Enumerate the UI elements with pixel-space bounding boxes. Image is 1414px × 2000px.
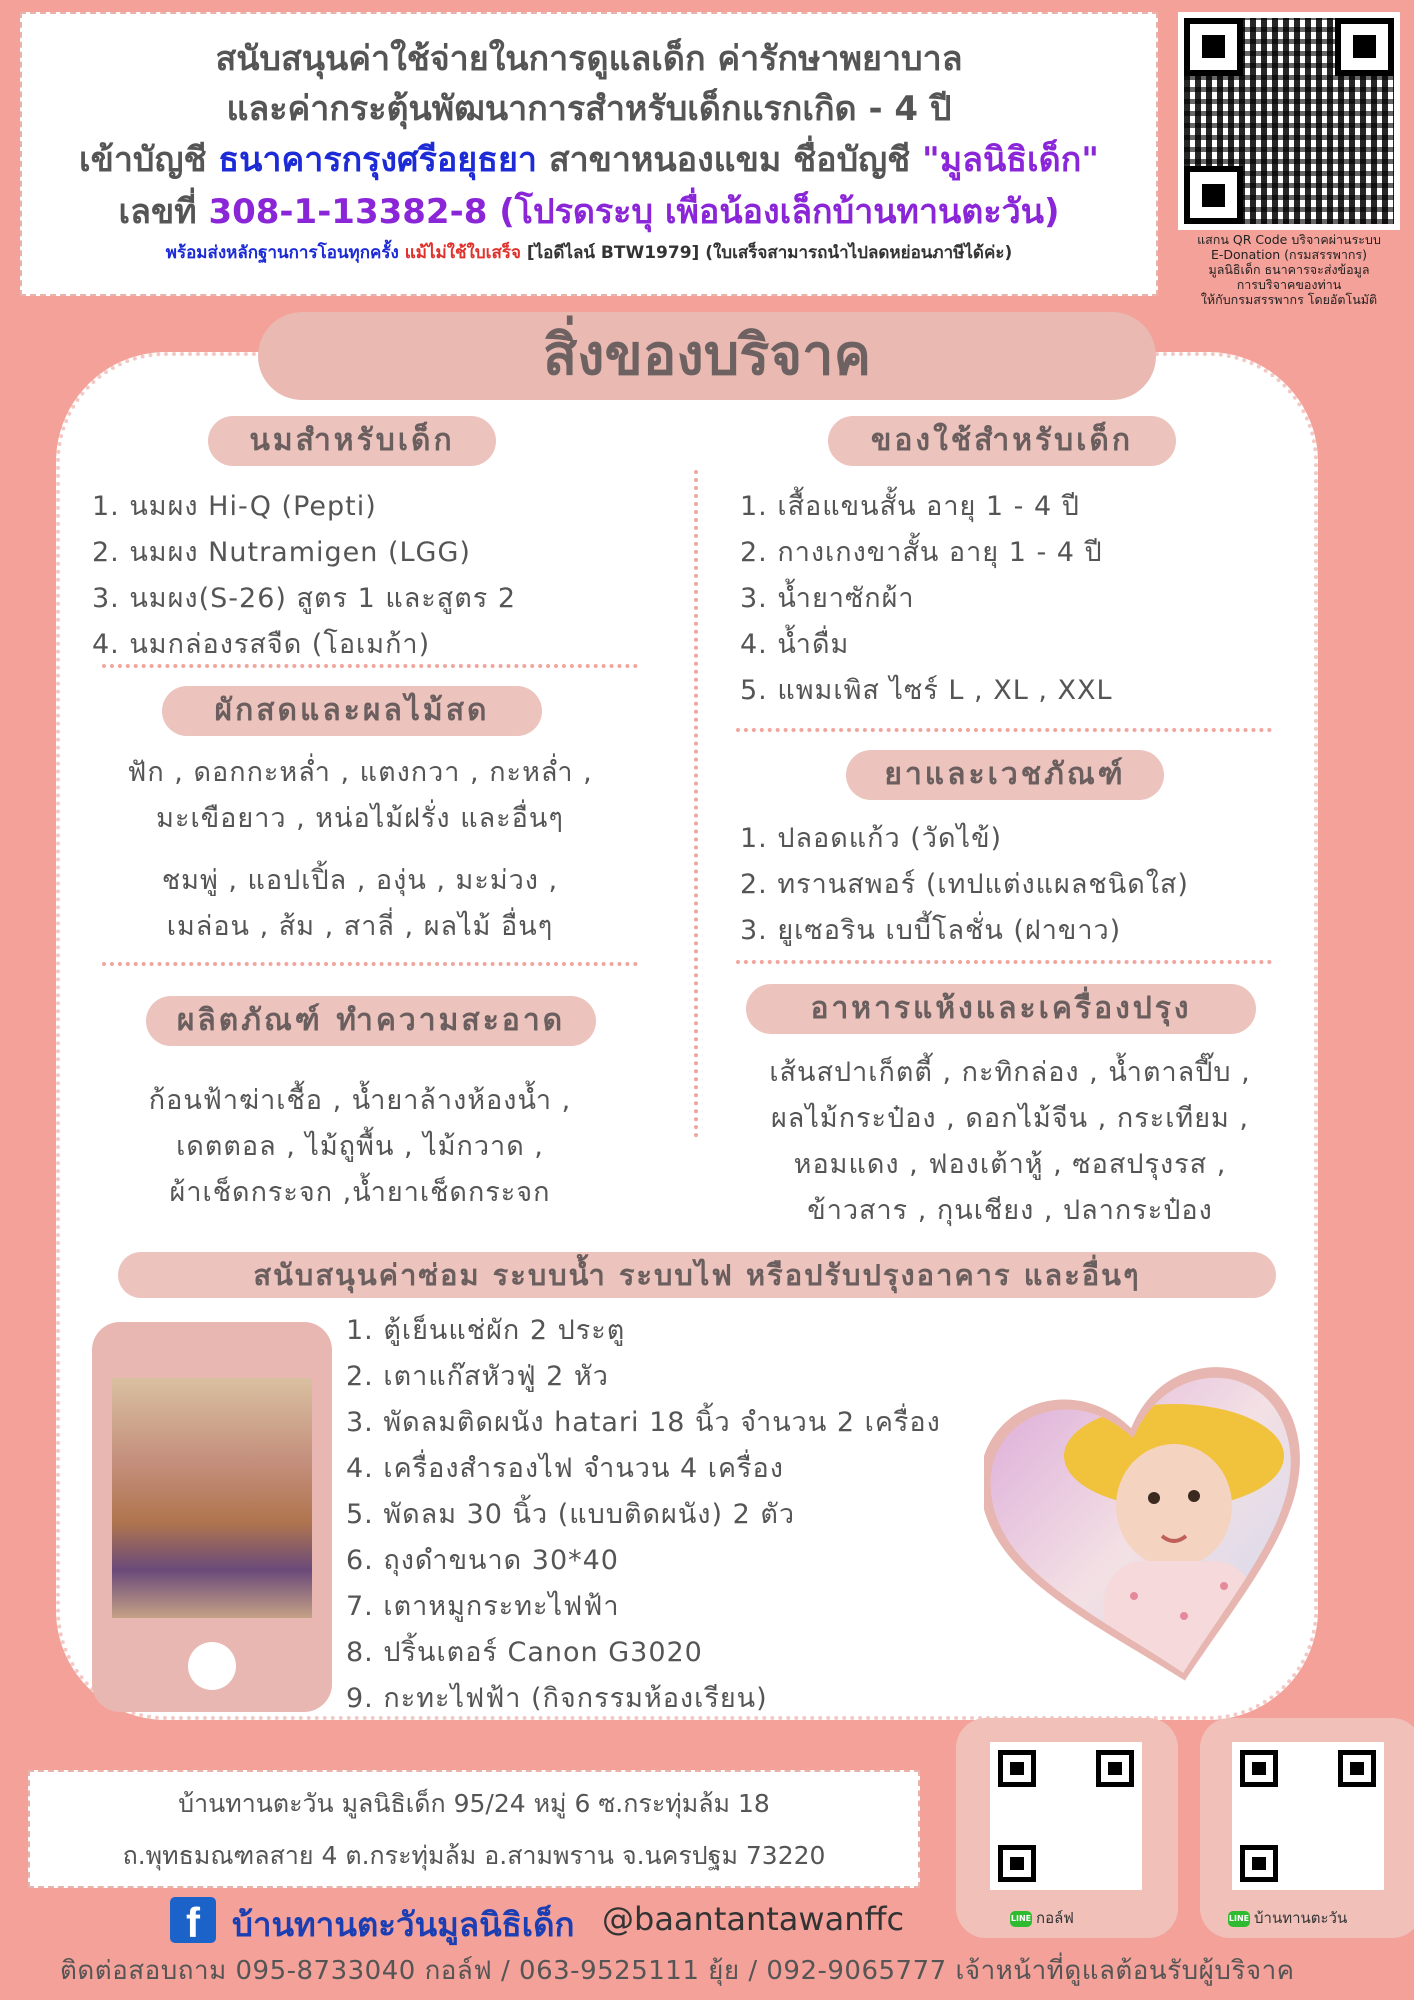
facebook-handle[interactable]: @baantantawanffc <box>602 1900 905 1938</box>
list-item: 4. น้ำดื่ม <box>740 629 850 660</box>
transfer-note: พร้อมส่งหลักฐานการโอนทุกครั้ง <box>165 243 405 263</box>
qr-caption-line: แสกน QR Code บริจาคผ่านระบบ <box>1197 232 1381 247</box>
divider <box>736 728 1272 732</box>
list-item: 9. กะทะไฟฟ้า (กิจกรรมห้องเรียน) <box>346 1683 768 1714</box>
line-contact-name: บ้านทานตะวัน <box>1254 1909 1348 1927</box>
list-item: 5. พัดลม 30 นิ้ว (แบบติดผนัง) 2 ตัว <box>346 1499 796 1530</box>
text-line: ฟัก , ดอกกะหล่ำ , แตงกวา , กะหล่ำ , <box>127 757 593 788</box>
qr-caption-line: ให้กับกรมสรรพากร โดยอัตโนมัติ <box>1200 292 1378 307</box>
account-name: "มูลนิธิเด็ก" <box>922 140 1100 180</box>
qr-caption <box>1168 232 1410 307</box>
account-number: 308-1-13382-8 (โปรดระบุ เพื่อน้องเล็กบ้านทานตะวัน) <box>208 192 1060 232</box>
text-line: มะเขือยาว , หน่อไม้ฝรั่ง และอื่นๆ <box>156 803 564 834</box>
list-item: 1. ปลอดแก้ว (วัดไข้) <box>740 823 1003 854</box>
section-title-dry-food: อาหารแห้งและเครื่องปรุง <box>746 984 1256 1034</box>
list-item: 3. ยูเซอริน เบบี้โลชั่น (ฝาขาว) <box>740 915 1122 946</box>
milk-list <box>92 484 516 668</box>
line-icon: LINE <box>1228 1911 1250 1927</box>
banner-line-2: และค่ากระตุ้นพัฒนาการสำหรับเด็กแรกเกิด - 4 ปี <box>226 89 952 129</box>
list-item: 3. น้ำยาซักผ้า <box>740 583 915 614</box>
text-line: เส้นสปาเก็ตตี้ , กะทิกล่อง , น้ำตาลปี๊บ , <box>769 1057 1251 1088</box>
address-line: ถ.พุทธมณฑลสาย 4 ต.กระทุ่มล้ม อ.สามพราน จ.นครปฐม 73220 <box>122 1841 826 1870</box>
column-divider <box>694 470 698 1138</box>
contact-phones: ติดต่อสอบถาม 095-8733040 กอล์ฟ / 063-9525111 ยุ้ย / 092-9065777 เจ้าหน้าที่ดูแลต้อนรับผู้บริจาค <box>60 1956 1295 1986</box>
list-item: 3. นมผง(S-26) สูตร 1 และสูตร 2 <box>92 583 517 614</box>
list-item: 3. พัดลมติดผนัง hatari 18 นิ้ว จำนวน 2 เครื่อง <box>346 1407 941 1438</box>
line-label-golf <box>1010 1906 1074 1930</box>
list-item: 1. นมผง Hi-Q (Pepti) <box>92 491 377 522</box>
list-item: 5. แพมเพิส ไซร์ L , XL , XXL <box>740 675 1113 706</box>
receipt-note: แม้ไม่ใช้ใบเสร็จ <box>404 243 521 263</box>
text-line: ผลไม้กระป๋อง , ดอกไม้จีน , กระเทียม , <box>770 1103 1250 1134</box>
banner-line-4 <box>22 186 1156 238</box>
qr-code-icon <box>1184 18 1394 224</box>
text-line: ผ้าเช็ดกระจก ,น้ำยาเช็ดกระจก <box>169 1177 551 1208</box>
list-item: 1. ตู้เย็นแช่ผัก 2 ประตู <box>346 1315 626 1346</box>
dry-food-text <box>720 1050 1300 1234</box>
cleaning-text <box>80 1078 640 1216</box>
list-item: 4. เครื่องสำรองไฟ จำนวน 4 เครื่อง <box>346 1453 784 1484</box>
text-line: เมล่อน , ส้ม , สาลี่ , ผลไม้ อื่นๆ <box>166 911 554 942</box>
banner-line-5 <box>22 238 1156 268</box>
text-line: เดตตอล , ไม้ถูพื้น , ไม้กวาด , <box>176 1131 544 1162</box>
donation-banner <box>20 12 1158 296</box>
qr-caption-line: E-Donation (กรมสรรพากร) <box>1210 247 1368 262</box>
phone-home-button-icon <box>188 1642 236 1690</box>
address-line: บ้านทานตะวัน มูลนิธิเด็ก 95/24 หมู่ 6 ซ.กระทุ่มล้ม 18 <box>178 1789 770 1818</box>
medicine-list <box>740 816 1189 954</box>
list-item: 4. นมกล่องรสจืด (โอเมก้า) <box>92 629 431 660</box>
section-title-repair: สนับสนุนค่าซ่อม ระบบน้ำ ระบบไฟ หรือปรับปรุงอาคาร และอื่นๆ <box>118 1252 1276 1298</box>
section-title-medicine: ยาและเวชภัณฑ์ <box>846 750 1164 800</box>
address-box <box>28 1770 920 1888</box>
list-item: 2. กางเกงขาสั้น อายุ 1 - 4 ปี <box>740 537 1103 568</box>
divider <box>736 960 1272 964</box>
vegetables-text <box>60 750 660 842</box>
line-label-baantantawan <box>1228 1906 1347 1930</box>
list-item: 8. ปริ้นเตอร์ Canon G3020 <box>346 1637 703 1668</box>
divider <box>102 664 638 668</box>
page-title: สิ่งของบริจาค <box>258 312 1156 400</box>
bank-name: ธนาคารกรุงศรีอยุธยา <box>218 140 537 180</box>
banner-line-1: สนับสนุนค่าใช้จ่ายในการดูแลเด็ก ค่ารักษาพยาบาล <box>215 39 963 79</box>
line-qr-code-icon[interactable] <box>1232 1742 1384 1890</box>
line-contact-name: กอล์ฟ <box>1036 1909 1074 1927</box>
line-qr-code-icon[interactable] <box>990 1742 1142 1890</box>
line-id-note: [ไอดีไลน์ BTW1979] (ใบเสร็จสามารถนำไปลดหย่อนภาษีได้ค่ะ) <box>520 243 1013 263</box>
list-item: 2. เตาแก๊สหัวฟู่ 2 หัว <box>346 1361 609 1392</box>
text-line: ข้าวสาร , กุนเชียง , ปลากระป๋อง <box>807 1195 1213 1226</box>
children-photo <box>112 1378 312 1618</box>
facebook-icon[interactable]: f <box>170 1897 216 1943</box>
text-line: หอมแดง , ฟองเต้าหู้ , ซอสปรุงรส , <box>793 1149 1227 1180</box>
qr-caption-line: มูลนิธิเด็ก ธนาคารจะส่งข้อมูล <box>1208 262 1370 277</box>
list-item: 2. ทรานสพอร์ (เทปแต่งแผลชนิดใส) <box>740 869 1189 900</box>
section-title-produce: ผักสดและผลไม้สด <box>162 686 542 736</box>
list-item: 2. นมผง Nutramigen (LGG) <box>92 537 471 568</box>
facebook-page-name[interactable]: บ้านทานตะวันมูลนิธิเด็ก <box>232 1905 575 1944</box>
supplies-list <box>740 484 1113 714</box>
list-item: 6. ถุงดำขนาด 30*40 <box>346 1545 619 1576</box>
qr-caption-line: การบริจาคของท่าน <box>1236 277 1342 292</box>
line-icon: LINE <box>1010 1911 1032 1927</box>
repair-list <box>346 1308 941 1722</box>
baby-heart-photo <box>984 1346 1320 1692</box>
text-line: ก้อนฟ้าฆ่าเชื้อ , น้ำยาล้างห้องน้ำ , <box>148 1085 572 1116</box>
text-line: ชมพู่ , แอปเปิ้ล , องุ่น , มะม่วง , <box>161 865 559 896</box>
edonation-qr-code[interactable] <box>1178 12 1400 230</box>
branch-text: สาขาหนองแขม ชื่อบัญชี <box>536 140 923 180</box>
list-item: 7. เตาหมูกระทะไฟฟ้า <box>346 1591 620 1622</box>
banner-line-3 <box>22 134 1156 186</box>
banner-account-label: เข้าบัญชี <box>78 140 219 180</box>
divider <box>102 962 638 966</box>
section-title-milk: นมสำหรับเด็ก <box>208 416 496 466</box>
section-title-supplies: ของใช้สำหรับเด็ก <box>828 416 1176 466</box>
account-number-label: เลขที่ <box>118 192 209 232</box>
list-item: 1. เสื้อแขนสั้น อายุ 1 - 4 ปี <box>740 491 1080 522</box>
fruits-text <box>60 858 660 950</box>
section-title-cleaning: ผลิตภัณฑ์ ทำความสะอาด <box>146 996 596 1046</box>
